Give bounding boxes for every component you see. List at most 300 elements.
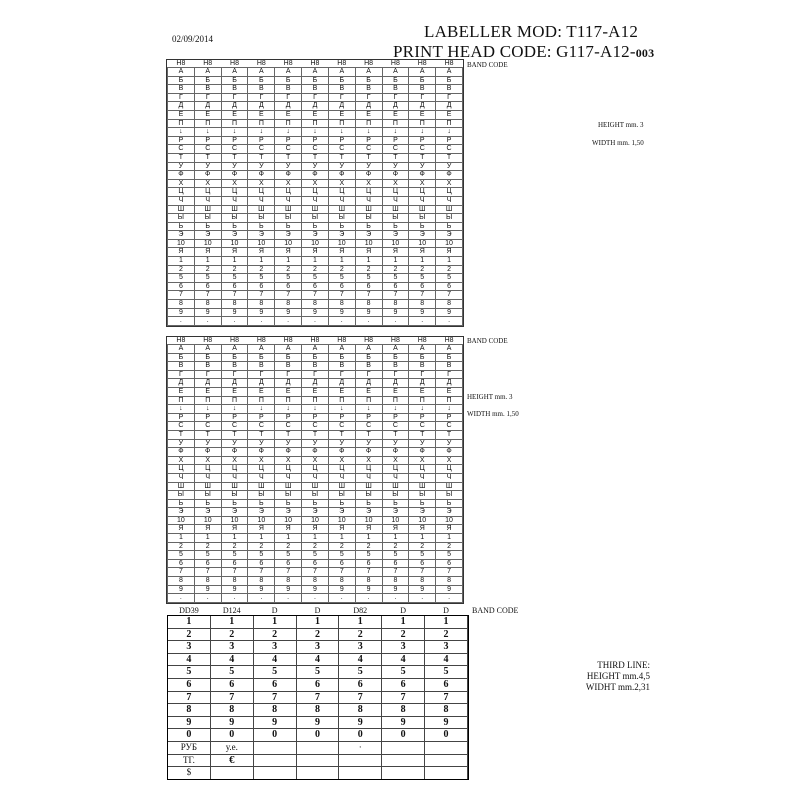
table-cell: Д — [382, 379, 409, 388]
table-cell: 7 — [302, 291, 329, 300]
table-cell: 2 — [436, 542, 463, 551]
column-header: H8 — [390, 337, 400, 344]
table-cell: . — [221, 317, 248, 326]
table-cell: Х — [302, 179, 329, 188]
table-cell: Б — [275, 353, 302, 362]
table-row — [168, 308, 463, 317]
table-cell: Ы — [355, 491, 382, 500]
table-cell: Д — [328, 102, 355, 111]
table-cell: Ц — [436, 465, 463, 474]
table-cell: Б — [328, 76, 355, 85]
table-cell: У — [355, 439, 382, 448]
table-cell: С — [302, 422, 329, 431]
table-cell: Д — [409, 379, 436, 388]
table-cell: Р — [302, 136, 329, 145]
table-cell: Ы — [194, 491, 221, 500]
table-cell: А — [221, 345, 248, 354]
table-cell: РУБ — [168, 741, 211, 754]
table-cell: Ч — [382, 473, 409, 482]
table-cell: Ц — [248, 465, 275, 474]
table-row — [168, 248, 463, 257]
table-cell: Е — [168, 387, 195, 396]
table-cell: Р — [382, 136, 409, 145]
table-cell: Б — [194, 353, 221, 362]
table-cell: Г — [328, 93, 355, 102]
table-cell: Ь — [275, 499, 302, 508]
table-cell: У — [409, 162, 436, 171]
table-cell: 10 — [248, 239, 275, 248]
table-cell: Э — [328, 231, 355, 240]
table-cell: 7 — [436, 568, 463, 577]
table-cell: 1 — [409, 534, 436, 543]
table-cell: Э — [382, 231, 409, 240]
band-code-label-1: BAND CODE — [467, 61, 508, 69]
table-cell: 7 — [296, 691, 339, 704]
table-cell: 6 — [168, 282, 195, 291]
table-cell: П — [302, 396, 329, 405]
table-row — [168, 499, 463, 508]
table-cell: А — [168, 345, 195, 354]
table-cell: · — [339, 741, 382, 754]
table-cell: Ф — [409, 171, 436, 180]
table-cell: 7 — [302, 568, 329, 577]
table-cell: В — [328, 85, 355, 94]
table-cell: 1 — [168, 257, 195, 266]
table-cell: 9 — [168, 585, 195, 594]
table-cell: Я — [168, 525, 195, 534]
table-cell: Е — [409, 387, 436, 396]
table-cell: 5 — [302, 551, 329, 560]
table-row — [168, 265, 463, 274]
table-cell: 0 — [339, 729, 382, 742]
table-cell: 6 — [382, 559, 409, 568]
table-cell: Г — [409, 370, 436, 379]
table-cell: Ь — [328, 499, 355, 508]
table-cell: 5 — [210, 666, 253, 679]
column-header: D — [443, 606, 449, 615]
column-header: H8 — [337, 337, 347, 344]
table-cell: 9 — [275, 308, 302, 317]
table-cell: 2 — [194, 542, 221, 551]
table-cell: Ф — [221, 448, 248, 457]
table-cell: 7 — [355, 568, 382, 577]
table-cell: 4 — [296, 653, 339, 666]
table-cell: Ш — [355, 482, 382, 491]
table-cell: Э — [302, 231, 329, 240]
band-code-table-3 — [167, 606, 468, 780]
table-cell: Ш — [248, 482, 275, 491]
table-cell: Б — [328, 353, 355, 362]
table-cell: А — [436, 345, 463, 354]
table-cell: 6 — [168, 678, 211, 691]
table-cell: Р — [409, 413, 436, 422]
table-cell: 7 — [194, 568, 221, 577]
table-cell: Т — [168, 430, 195, 439]
table-cell — [253, 741, 296, 754]
table-cell: 3 — [382, 641, 425, 654]
table-cell: Ы — [248, 214, 275, 223]
table-cell: 8 — [210, 704, 253, 717]
table-cell: Т — [194, 153, 221, 162]
table-cell: Т — [355, 430, 382, 439]
table-cell: Ч — [194, 196, 221, 205]
table-cell: Х — [382, 456, 409, 465]
table-cell: Ы — [328, 214, 355, 223]
table-cell: С — [221, 422, 248, 431]
table-cell: Т — [275, 153, 302, 162]
table-cell — [425, 767, 468, 780]
table-cell: Ь — [168, 222, 195, 231]
table-row — [168, 616, 468, 629]
column-header: H8 — [310, 60, 320, 67]
table-cell: 5 — [194, 274, 221, 283]
table-cell: 2 — [382, 628, 425, 641]
table-cell: 10 — [355, 239, 382, 248]
table-cell: Д — [355, 379, 382, 388]
table-cell: Ц — [302, 465, 329, 474]
table-cell: 10 — [409, 516, 436, 525]
table-cell: 9 — [328, 308, 355, 317]
table-cell: ↓ — [248, 128, 275, 137]
table-cell: 2 — [382, 542, 409, 551]
table-cell: Х — [355, 456, 382, 465]
table-cell: Э — [168, 508, 195, 517]
column-header: H8 — [283, 60, 293, 67]
table-cell: Г — [194, 370, 221, 379]
table-row — [168, 628, 468, 641]
table-cell: Б — [355, 353, 382, 362]
table-cell: 5 — [248, 551, 275, 560]
table-cell: 9 — [194, 308, 221, 317]
table-cell: С — [302, 145, 329, 154]
table-cell: Р — [221, 413, 248, 422]
table-cell — [253, 754, 296, 767]
table-cell: Э — [194, 508, 221, 517]
table-cell: Я — [382, 248, 409, 257]
table-cell: 1 — [248, 534, 275, 543]
table-cell: Т — [302, 430, 329, 439]
table-cell: Ь — [168, 499, 195, 508]
table-cell: Е — [275, 110, 302, 119]
table-cell: Ы — [302, 491, 329, 500]
table-cell: Ш — [409, 482, 436, 491]
table-cell: 6 — [194, 282, 221, 291]
table-cell: 7 — [382, 291, 409, 300]
table-cell: € — [210, 754, 253, 767]
table-cell: 1 — [355, 534, 382, 543]
table-cell: 5 — [168, 551, 195, 560]
table-cell: 2 — [253, 628, 296, 641]
table-cell: Б — [409, 353, 436, 362]
table-cell: 6 — [248, 282, 275, 291]
table-cell: В — [409, 85, 436, 94]
table-cell: Х — [221, 179, 248, 188]
table-cell: П — [355, 119, 382, 128]
table-cell: Ь — [221, 499, 248, 508]
table-cell: 10 — [221, 239, 248, 248]
table-cell: Х — [436, 456, 463, 465]
table-cell: Г — [436, 93, 463, 102]
table-cell: Х — [355, 179, 382, 188]
table-cell: Ь — [436, 499, 463, 508]
table-cell: Ф — [275, 448, 302, 457]
table-cell: Х — [302, 456, 329, 465]
table-cell: Ь — [302, 222, 329, 231]
table-row — [168, 119, 463, 128]
table-cell: Х — [328, 456, 355, 465]
table-cell: Я — [436, 248, 463, 257]
table-cell: 1 — [210, 616, 253, 629]
table-cell: Х — [409, 456, 436, 465]
table-cell: А — [382, 345, 409, 354]
table-cell: 10 — [328, 516, 355, 525]
table-cell: 8 — [436, 300, 463, 309]
table-row — [168, 379, 463, 388]
table-cell: Б — [248, 353, 275, 362]
table-cell: 5 — [168, 666, 211, 679]
table-cell: Х — [194, 179, 221, 188]
table-cell: 5 — [436, 274, 463, 283]
table-cell: Ч — [409, 196, 436, 205]
table-cell: Ш — [221, 205, 248, 214]
table-cell: Р — [436, 413, 463, 422]
table-cell: В — [221, 85, 248, 94]
table-cell: 3 — [168, 641, 211, 654]
table-cell: 7 — [275, 291, 302, 300]
table-cell: Г — [382, 370, 409, 379]
table-row — [168, 353, 463, 362]
table-cell: Е — [302, 387, 329, 396]
table-cell: . — [302, 594, 329, 603]
column-header: H8 — [337, 60, 347, 67]
table-cell: У — [302, 162, 329, 171]
column-header: D — [314, 606, 321, 615]
table-cell: Ш — [302, 205, 329, 214]
table-cell: Г — [168, 93, 195, 102]
table-cell: 1 — [409, 257, 436, 266]
column-header: H8 — [310, 337, 320, 344]
table-cell: Б — [168, 76, 195, 85]
table-cell: Б — [221, 353, 248, 362]
table-cell: . — [409, 317, 436, 326]
table-cell: С — [382, 422, 409, 431]
table-cell — [253, 767, 296, 780]
table-cell: 5 — [409, 551, 436, 560]
table-cell: 8 — [355, 300, 382, 309]
table-row — [168, 136, 463, 145]
table-cell: Е — [409, 110, 436, 119]
table-cell: А — [275, 68, 302, 77]
table-row — [168, 653, 468, 666]
table-cell: 2 — [328, 542, 355, 551]
table-cell: В — [248, 85, 275, 94]
table-cell: Я — [194, 248, 221, 257]
table-cell: П — [355, 396, 382, 405]
table-cell: У — [194, 162, 221, 171]
table-cell: Ш — [194, 482, 221, 491]
table-cell: Т — [382, 430, 409, 439]
table-cell: . — [168, 594, 195, 603]
table-cell: 1 — [382, 257, 409, 266]
table-cell: А — [355, 345, 382, 354]
column-header: D — [400, 606, 407, 615]
table-cell: 6 — [339, 678, 382, 691]
table-cell: В — [248, 362, 275, 371]
table-cell: Я — [248, 525, 275, 534]
table-cell: 8 — [221, 300, 248, 309]
table-cell: Ч — [248, 473, 275, 482]
table-cell: 6 — [194, 559, 221, 568]
table-cell: Ч — [275, 473, 302, 482]
table-cell: Ч — [436, 473, 463, 482]
table-cell: Э — [302, 508, 329, 517]
table-cell: . — [275, 594, 302, 603]
table-row — [168, 691, 468, 704]
table-cell: Б — [168, 353, 195, 362]
table-cell: Ф — [328, 171, 355, 180]
table-cell: Ы — [168, 491, 195, 500]
table-cell: Р — [275, 413, 302, 422]
table-cell: 6 — [425, 678, 468, 691]
table-cell: 8 — [168, 704, 211, 717]
table-cell: Ф — [302, 448, 329, 457]
table-cell: Ч — [302, 196, 329, 205]
table-cell: 7 — [409, 568, 436, 577]
table-cell: Г — [302, 93, 329, 102]
table-cell: Я — [248, 248, 275, 257]
table-cell: Е — [168, 110, 195, 119]
table-row — [168, 641, 468, 654]
table-cell: Ч — [221, 473, 248, 482]
table-cell: 6 — [355, 282, 382, 291]
table-cell: Ф — [328, 448, 355, 457]
table-cell: Г — [275, 370, 302, 379]
table-cell: 5 — [248, 274, 275, 283]
table-cell: 2 — [339, 628, 382, 641]
table-row — [168, 257, 463, 266]
table-row — [168, 317, 463, 326]
table-cell: 6 — [436, 559, 463, 568]
table-cell — [296, 754, 339, 767]
table-cell: Ц — [194, 465, 221, 474]
table-cell: 6 — [382, 678, 425, 691]
table-cell: 2 — [328, 265, 355, 274]
table-cell: Г — [194, 93, 221, 102]
table-cell: 7 — [248, 291, 275, 300]
table-cell: 7 — [221, 568, 248, 577]
table-cell: Р — [248, 136, 275, 145]
table-row — [168, 387, 463, 396]
table-cell: 9 — [221, 308, 248, 317]
table-cell: Ь — [248, 499, 275, 508]
table-cell: П — [436, 396, 463, 405]
table-cell: Т — [221, 430, 248, 439]
table-row — [168, 559, 463, 568]
table-row — [168, 594, 463, 603]
table-row — [168, 729, 468, 742]
table-cell: Д — [355, 102, 382, 111]
table-cell: 3 — [296, 641, 339, 654]
table-cell: Е — [221, 387, 248, 396]
table-cell: Д — [382, 102, 409, 111]
table-cell: 2 — [355, 542, 382, 551]
third-line-width: WIDHT mm.2,31 — [585, 682, 650, 692]
table-cell: ↓ — [409, 405, 436, 414]
table-cell — [382, 767, 425, 780]
table-row — [168, 704, 468, 717]
table-cell: Г — [355, 93, 382, 102]
table-cell: Ы — [436, 491, 463, 500]
table-cell: П — [302, 119, 329, 128]
table-cell: Ы — [355, 214, 382, 223]
table-cell — [296, 767, 339, 780]
table-cell: Ч — [248, 196, 275, 205]
table-cell: 10 — [328, 239, 355, 248]
table-cell: У — [248, 439, 275, 448]
print-head-code-prefix: PRINT HEAD CODE: G117-A12- — [393, 42, 636, 61]
table-cell: 4 — [210, 653, 253, 666]
table-cell: Э — [409, 231, 436, 240]
table-cell: В — [355, 362, 382, 371]
column-header: H8 — [417, 337, 427, 344]
table-cell: Ч — [302, 473, 329, 482]
table-cell: 5 — [328, 551, 355, 560]
table-cell: Х — [168, 456, 195, 465]
table-cell: Д — [302, 102, 329, 111]
table-cell: Е — [194, 387, 221, 396]
table-cell: ↓ — [328, 128, 355, 137]
table-cell: Д — [275, 102, 302, 111]
table-cell: Я — [221, 248, 248, 257]
table-cell: 7 — [253, 691, 296, 704]
table-cell: У — [221, 439, 248, 448]
table-cell: Р — [275, 136, 302, 145]
table-cell: С — [328, 422, 355, 431]
table-cell: ↓ — [409, 128, 436, 137]
table-cell: С — [328, 145, 355, 154]
table-cell: Г — [302, 370, 329, 379]
table-cell: П — [328, 396, 355, 405]
width-label-2: WIDTH mm. 1,50 — [467, 410, 519, 418]
table-cell: 8 — [382, 704, 425, 717]
print-head-code-suffix: 003 — [635, 46, 655, 60]
table-row — [168, 231, 463, 240]
table-cell: А — [409, 345, 436, 354]
table-cell: 5 — [253, 666, 296, 679]
table-cell: ↓ — [168, 405, 195, 414]
table-row — [168, 239, 463, 248]
table-cell: Х — [168, 179, 195, 188]
table-cell: П — [382, 396, 409, 405]
table-cell: 2 — [302, 265, 329, 274]
table-cell: ↓ — [302, 128, 329, 137]
table-cell: Б — [275, 76, 302, 85]
table-cell: В — [275, 362, 302, 371]
table-cell: Р — [248, 413, 275, 422]
table-cell: 2 — [355, 265, 382, 274]
table-cell — [425, 741, 468, 754]
table-cell: 0 — [425, 729, 468, 742]
table-cell: Ш — [382, 205, 409, 214]
table-cell: Ч — [355, 473, 382, 482]
table-cell: 9 — [296, 716, 339, 729]
table-row — [168, 551, 463, 560]
table-cell: Ш — [275, 482, 302, 491]
table-cell: 10 — [409, 239, 436, 248]
table-cell: Я — [302, 525, 329, 534]
table-cell: 9 — [436, 585, 463, 594]
table-cell: 9 — [382, 716, 425, 729]
